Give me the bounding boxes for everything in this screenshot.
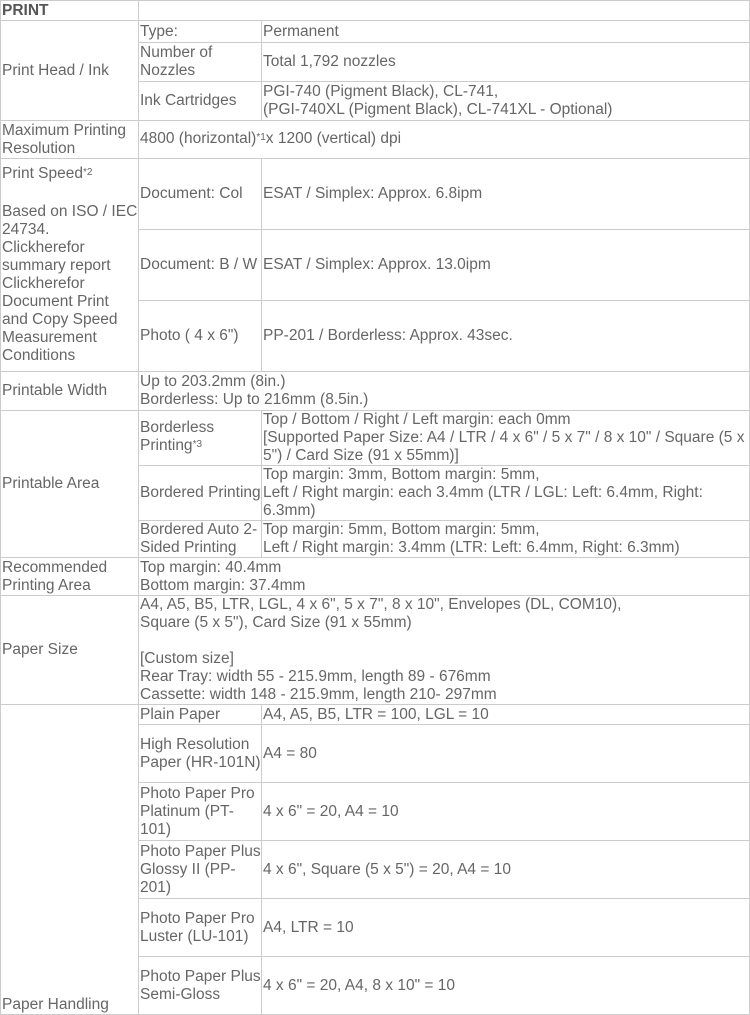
paper-size-line-2: Square (5 x 5"), Card Size (91 x 55mm) — [140, 614, 412, 631]
ink-cartridges-label: Ink Cartridges — [139, 82, 262, 121]
print-speed-label: Print Speed — [2, 165, 83, 182]
summary-report-link[interactable]: Clickherefor summary report — [2, 239, 111, 274]
table-row — [1, 372, 750, 411]
ink-line-2: (PGI-740XL (Pigment Black), CL-741XL - Optional) — [263, 101, 613, 118]
resolution-label: Maximum Printing Resolution — [1, 121, 139, 159]
measurement-conditions-link[interactable]: Clickherefor Document Print and Copy Speed Measurement Conditions — [2, 275, 118, 364]
bordered-line-2: Left / Right margin: each 3.4mm (LTR / LGL: Left: 6.4mm, Right: 6.3mm) — [263, 484, 703, 519]
table-row — [1, 159, 750, 230]
media-label: Plain Paper — [139, 705, 262, 725]
speed-row-value: PP-201 / Borderless: Approx. 43sec. — [262, 301, 750, 372]
media-capacity: A4, LTR = 10 — [262, 899, 750, 957]
borderless-line-1: Top / Bottom / Right / Left margin: each 0mm — [263, 411, 571, 428]
table-row — [1, 596, 750, 705]
bordered-label: Bordered Printing — [139, 466, 262, 521]
footnote-1-link[interactable]: *1 — [256, 131, 266, 143]
media-label: Photo Paper Plus Glossy II (PP-201) — [139, 841, 262, 899]
media-label: Photo Paper Pro Luster (LU-101) — [139, 899, 262, 957]
footnote-3-link[interactable]: *3 — [192, 439, 203, 450]
paper-handling-label: Paper Handling — [1, 705, 139, 1015]
recommended-area-label: Recommended Printing Area — [1, 558, 139, 596]
media-capacity: A4 = 80 — [262, 725, 750, 783]
auto-2-sided-value — [262, 521, 750, 558]
resolution-horizontal: 4800 (horizontal) — [140, 129, 257, 147]
bordered-line-1: Top margin: 3mm, Bottom margin: 5mm, — [263, 466, 540, 483]
paper-size-line-1: A4, A5, B5, LTR, LGL, 4 x 6", 5 x 7", 8 x 10", Envelopes (DL, COM10), — [140, 596, 622, 613]
media-label: Photo Paper Plus Semi-Gloss — [139, 957, 262, 1015]
nozzles-value: Total 1,792 nozzles — [262, 43, 750, 82]
borderless-label-cell — [139, 411, 262, 466]
iso-note: Based on ISO / IEC 24734. — [2, 203, 138, 238]
printable-area-label: Printable Area — [1, 411, 139, 558]
recommended-bottom-margin: Bottom margin: 37.4mm — [140, 576, 306, 594]
type-value: Permanent — [262, 21, 750, 43]
printable-width-label: Printable Width — [1, 372, 139, 411]
recommended-area-value — [139, 558, 750, 596]
footnote-2-link[interactable]: *2 — [83, 167, 93, 178]
print-head-label: Print Head / Ink — [1, 21, 139, 121]
speed-row-value: ESAT / Simplex: Approx. 6.8ipm — [262, 159, 750, 230]
bordered-value — [262, 466, 750, 521]
resolution-value — [139, 121, 750, 159]
recommended-top-margin: Top margin: 40.4mm — [140, 558, 282, 576]
speed-row-label: Document: B / W — [139, 230, 262, 301]
section-header-row — [1, 1, 750, 21]
auto-2-sided-line-2: Left / Right margin: 3.4mm (LTR: Left: 6.4mm, Right: 6.3mm) — [263, 539, 680, 556]
media-capacity: 4 x 6" = 20, A4, 8 x 10" = 10 — [262, 957, 750, 1015]
speed-row-value: ESAT / Simplex: Approx. 13.0ipm — [262, 230, 750, 301]
printable-width-line-1: Up to 203.2mm (8in.) — [140, 373, 286, 390]
borderless-value — [262, 411, 750, 466]
printable-width-value — [139, 372, 750, 411]
media-capacity: 4 x 6" = 20, A4 = 10 — [262, 783, 750, 841]
resolution-vertical: x 1200 (vertical) dpi — [265, 129, 402, 147]
auto-2-sided-line-1: Top margin: 5mm, Bottom margin: 5mm, — [263, 521, 540, 538]
type-label: Type: — [139, 21, 262, 43]
table-row — [1, 21, 750, 43]
media-label: Photo Paper Pro Platinum (PT-101) — [139, 783, 262, 841]
cassette-range: Cassette: width 148 - 215.9mm, length 210- 297mm — [140, 686, 497, 703]
media-capacity: A4, A5, B5, LTR = 100, LGL = 10 — [262, 705, 750, 725]
printable-width-line-2: Borderless: Up to 216mm (8.5in.) — [140, 391, 369, 408]
borderless-label: Borderless Printing — [140, 419, 215, 454]
borderless-line-2: [Supported Paper Size: A4 / LTR / 4 x 6" / 5 x 7" / 8 x 10" / Square (5 x 5") / Card Size (91 x 55mm)] — [263, 429, 745, 464]
media-capacity: 4 x 6", Square (5 x 5") = 20, A4 = 10 — [262, 841, 750, 899]
paper-size-label: Paper Size — [1, 596, 139, 705]
table-row — [1, 558, 750, 596]
table-row — [1, 121, 750, 159]
ink-cartridges-value — [262, 82, 750, 121]
print-speed-label-cell — [1, 159, 139, 372]
auto-2-sided-label: Bordered Auto 2-Sided Printing — [139, 521, 262, 558]
table-row — [1, 411, 750, 466]
rear-tray-range: Rear Tray: width 55 - 215.9mm, length 89 - 676mm — [140, 668, 491, 685]
speed-row-label: Document: Col — [139, 159, 262, 230]
section-title: PRINT — [1, 1, 139, 21]
ink-line-1: PGI-740 (Pigment Black), CL-741, — [263, 83, 499, 100]
speed-row-label: Photo ( 4 x 6") — [139, 301, 262, 372]
custom-size-heading: [Custom size] — [140, 650, 234, 667]
paper-size-value — [139, 596, 750, 705]
section-header-blank — [139, 1, 750, 21]
nozzles-label: Number of Nozzles — [139, 43, 262, 82]
table-row — [1, 705, 750, 725]
media-label: High Resolution Paper (HR-101N) — [139, 725, 262, 783]
